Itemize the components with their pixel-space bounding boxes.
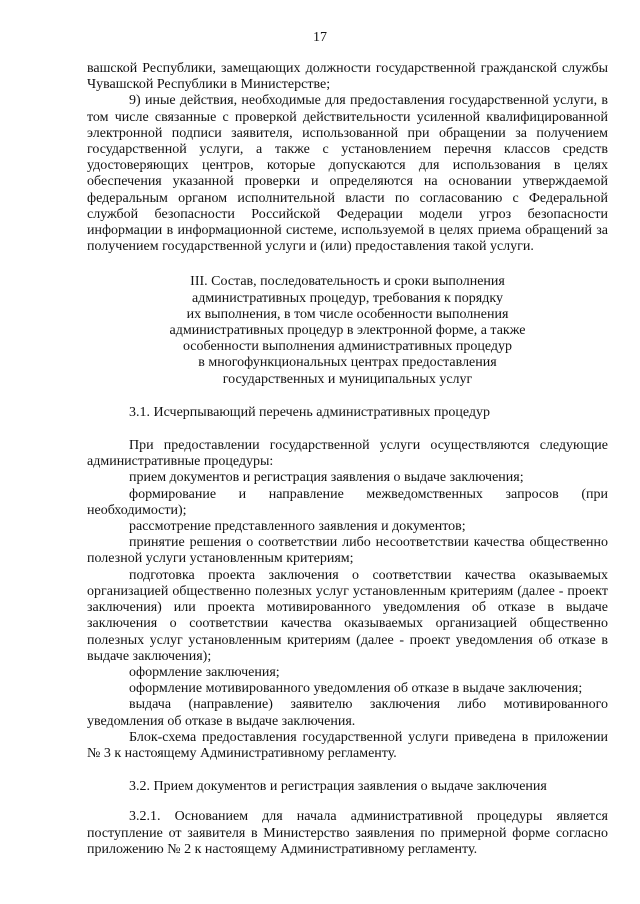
procedure-item: рассмотрение представленного заявления и документов;	[129, 519, 466, 535]
paragraph-item-9: 9) иные действия, необходимые для предоставления государственной услуги, в том числе связанные с проверкой действительности усиленной квалифицированной электронной подписи заявителя, использованной при обращении за получением государственной услуги, а также с установлением перечня классов средств удостоверяющих центров, которые допускаются для использования в целях обеспечения указанной проверки и определяются на основании утверждаемой федеральным органом исполнительной власти по согласованию с Федеральной службой безопасности Российской Федерации модели угроз безопасности информации в информационной системе, используемой в целях приема обращений за получением государственной услуги и (или) предоставления такой услуги.	[87, 93, 608, 255]
chapter-title-line: особенности выполнения административных процедур	[182, 339, 513, 355]
section-heading-3-2: 3.2. Прием документов и регистрация заявления о выдаче заключения	[129, 779, 547, 795]
chapter-title-line: III. Состав, последовательность и сроки выполнения	[190, 274, 505, 290]
procedure-item: выдача (направление) заявителю заключения либо мотивированного уведомления об отказе в выдаче заключения.	[87, 697, 608, 729]
procedure-item: прием документов и регистрация заявления о выдаче заключения;	[129, 470, 524, 486]
chapter-title-line: административных процедур в электронной форме, а также	[169, 323, 526, 339]
chapter-title-line: административных процедур, требования к порядку	[192, 290, 503, 306]
procedure-item: принятие решения о соответствии либо несоответствии качества общественно полезной услуги установленным критериям;	[87, 535, 608, 567]
paragraph-continuation: вашской Республики, замещающих должности государственной гражданской службы Чувашской Республики в Министерстве;	[87, 61, 608, 93]
section-3-2-1-paragraph: 3.2.1. Основанием для начала административной процедуры является поступление от заявителя в Министерство заявления по примерной форме согласно приложению № 2 к настоящему Административному регламенту.	[87, 809, 608, 857]
chapter-title-line: их выполнения, в том числе особенности выполнения	[186, 306, 509, 322]
section-heading-3-1: 3.1. Исчерпывающий перечень административных процедур	[129, 404, 491, 420]
chapter-title-line: в многофункциональных центрах предоставления	[198, 355, 497, 371]
section-3-1-closing: Блок-схема предоставления государственной услуги приведена в приложении № 3 к настоящему Административному регламенту.	[87, 729, 608, 761]
chapter-title	[87, 274, 608, 387]
procedure-item: оформление заключения;	[129, 664, 280, 680]
document-body	[87, 61, 608, 858]
section-3-1-intro: При предоставлении государственной услуги осуществляются следующие административные процедуры:	[87, 438, 608, 470]
procedure-item: подготовка проекта заключения о соответствии качества оказываемых организацией общественно полезных услуг установленным критериям (далее - проект заключения) или проекта мотивированного уведомления об отказе в выдаче заключения о соответствии качества оказываемых организацией общественно полезных услуг установленным критериям (далее - проект уведомления об отказе в выдаче заключения);	[87, 567, 608, 664]
procedure-item: оформление мотивированного уведомления об отказе в выдаче заключения;	[129, 681, 583, 697]
chapter-title-line: государственных и муниципальных услуг	[222, 371, 473, 387]
page-number: 17	[313, 30, 327, 45]
procedure-item: формирование и направление межведомственных запросов (при необходимости);	[87, 486, 608, 518]
